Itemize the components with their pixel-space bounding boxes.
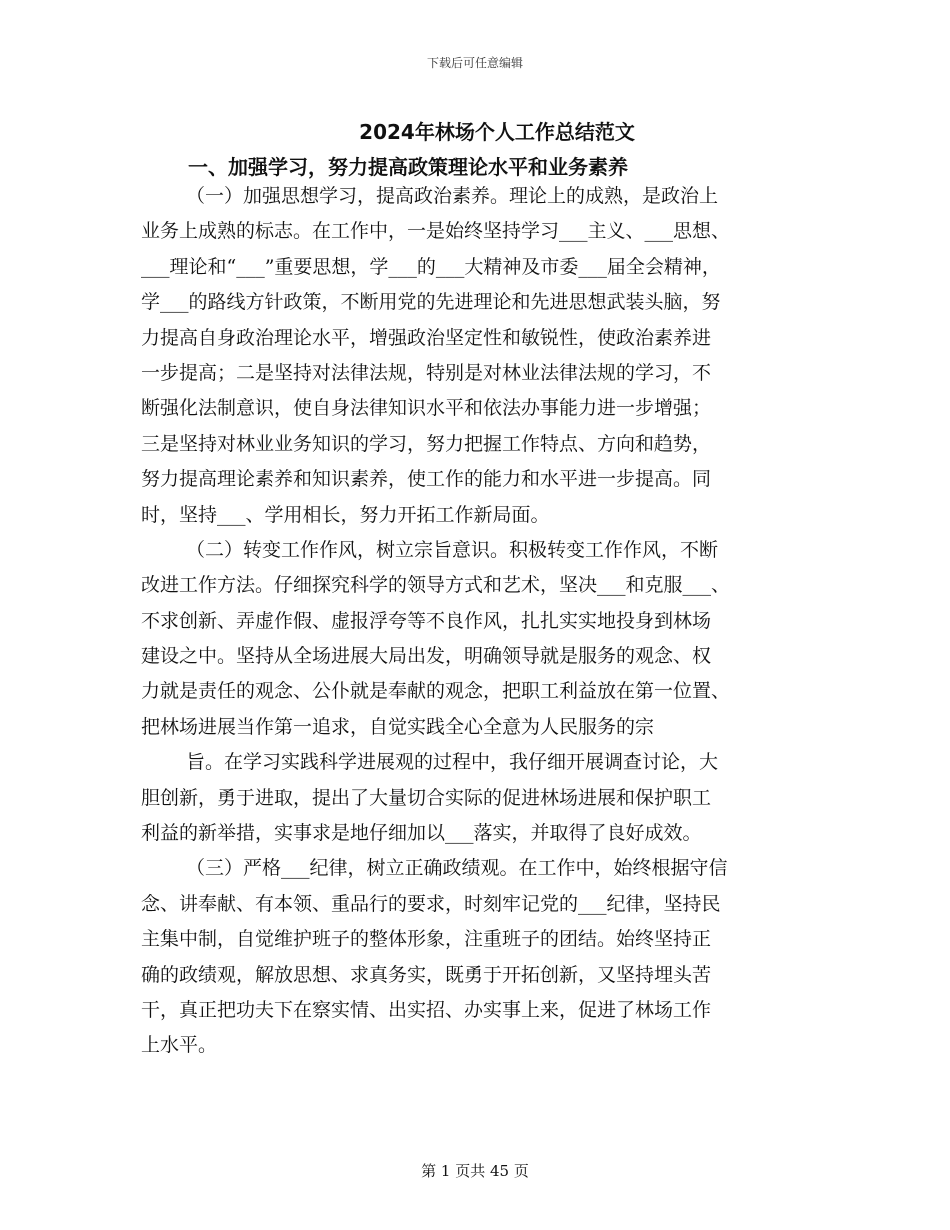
body-line: 三是坚持对林业业务知识的学习，努力把握工作特点、方向和趋势， xyxy=(141,432,712,455)
body-line: 时，坚持___、学用相长，努力开拓工作新局面。 xyxy=(141,503,550,526)
body-line: 改进工作方法。仔细探究科学的领导方式和艺术，坚决___和克服___、 xyxy=(141,574,731,597)
body-line: 力提高自身政治理论水平，增强政治坚定性和敏锐性，使政治素养进 xyxy=(141,326,712,349)
body-line: 旨。在学习实践科学进展观的过程中，我仔细开展调查讨论，大 xyxy=(186,751,719,774)
body-line: ___理论和“___”重要思想，学___的___大精神及市委___届全会精神， xyxy=(141,255,721,278)
body-line: （一）加强思想学习，提高政治素养。理论上的成熟，是政治上 xyxy=(186,185,719,207)
body-line: 不求创新、弄虚作假、虚报浮夸等不良作风，扎扎实实地投身到林场 xyxy=(141,609,712,632)
body-line: 建设之中。坚持从全场进展大局出发，明确领导就是服务的观念、权 xyxy=(141,645,712,668)
body-line: 胆创新，勇于进取，提出了大量切合实际的促进林场进展和保护职工 xyxy=(141,786,712,809)
body-line: 干，真正把功夫下在察实情、出实招、办实事上来，促进了林场工作 xyxy=(141,998,712,1021)
page-number: 第 1 页共 45 页 xyxy=(421,1162,529,1180)
body-line: 上水平。 xyxy=(141,1034,218,1057)
body-line: 念、讲奉献、有本领、重品行的要求，时刻牢记党的___纪律，坚持民 xyxy=(141,892,721,915)
body-line: 把林场进展当作第一追求，自觉实践全心全意为人民服务的宗 xyxy=(141,715,655,738)
body-line: （二）转变工作作风，树立宗旨意识。积极转变工作作风，不断 xyxy=(186,538,719,561)
body-line: 业务上成熟的标志。在工作中，一是始终坚持学习___主义、___思想、 xyxy=(141,220,731,243)
body-line: 确的政绩观，解放思想、求真务实，既勇于开拓创新，又坚持埋头苦 xyxy=(141,963,712,986)
header-note: 下载后可任意编辑 xyxy=(426,56,523,70)
document-title: 2024年林场个人工作总结范文 xyxy=(359,120,635,144)
body-line: 力就是责任的观念、公仆就是奉献的观念，把职工利益放在第一位置、 xyxy=(141,680,731,703)
body-line: 学___的路线方针政策，不断用党的先进理论和先进思想武装头脑，努 xyxy=(141,291,721,314)
body-line: 主集中制，自觉维护班子的整体形象，注重班子的团结。始终坚持正 xyxy=(141,928,712,951)
body-line: 利益的新举措，实事求是地仔细加以___落实，并取得了良好成效。 xyxy=(141,822,702,845)
body-line: 努力提高理论素养和知识素养，使工作的能力和水平进一步提高。同 xyxy=(141,468,712,491)
body-line: 断强化法制意识，使自身法律知识水平和依法办事能力进一步增强； xyxy=(141,397,712,420)
document-body xyxy=(141,179,821,1064)
body-line: 一步提高；二是坚持对法律法规，特别是对林业法律法规的学习，不 xyxy=(141,361,712,384)
section-title: 一、加强学习，努力提高政策理论水平和业务素养 xyxy=(188,155,628,179)
body-line: （三）严格___纪律，树立正确政绩观。在工作中，始终根据守信 xyxy=(186,857,728,880)
